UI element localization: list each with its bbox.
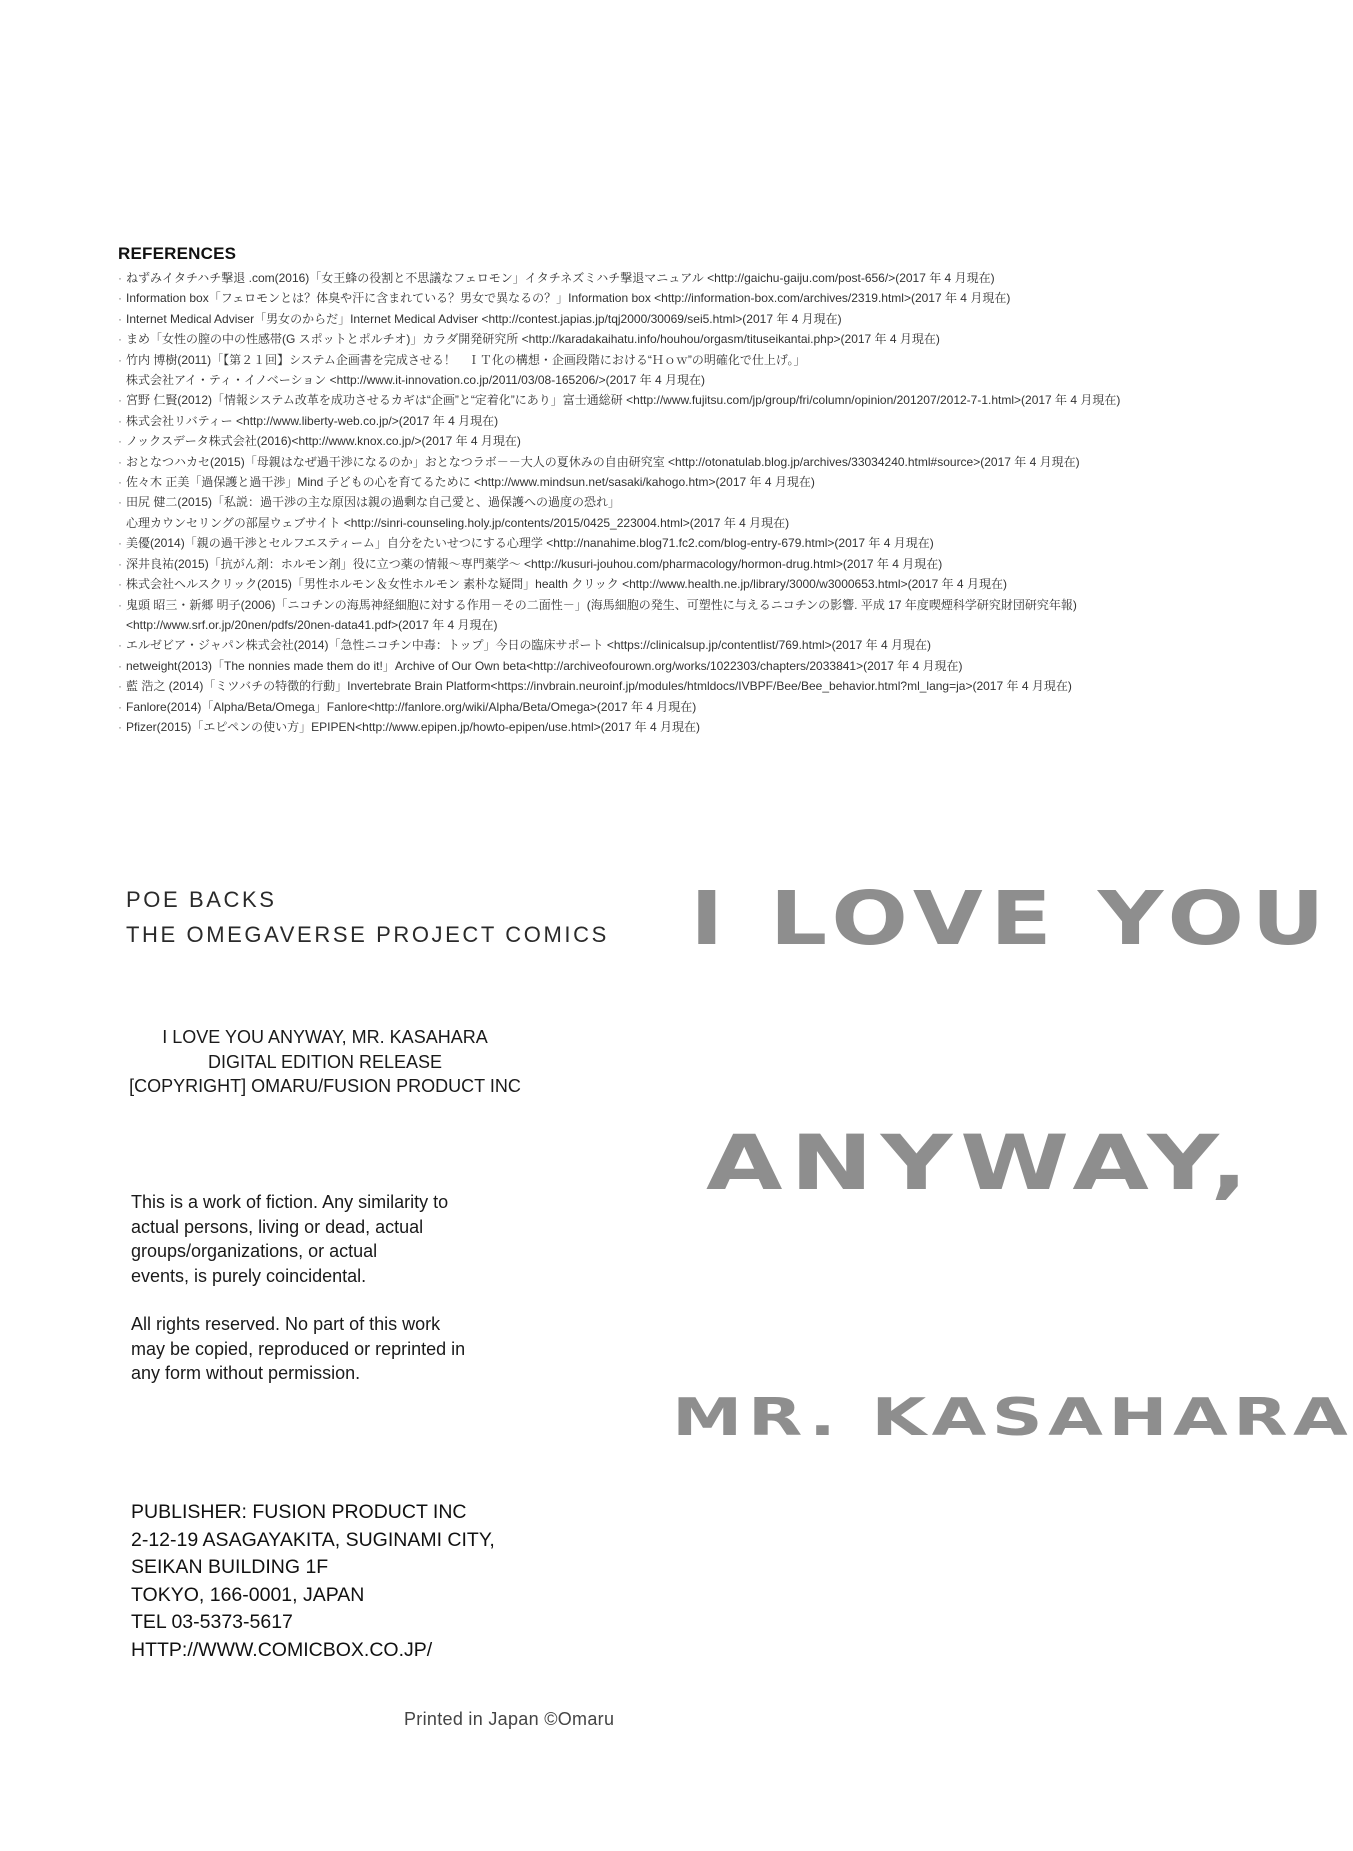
- reference-item: [118, 431, 1228, 451]
- notice-line: All rights reserved. No part of this work: [131, 1314, 441, 1334]
- title-art-line-3: MR. KASAHARA: [672, 1388, 1353, 1448]
- rights-notice: [131, 1312, 511, 1386]
- reference-item: [118, 635, 1228, 655]
- bullet-icon: ·: [118, 536, 122, 551]
- reference-text: netweight(2013)「The nonnies made them do it!」Archive of Our Own beta<http://archiveofourown.org/works/1022303/chapters/2033841>(2017 年 4 月現在): [126, 658, 963, 673]
- reference-text: 藍 浩之 (2014)「ミツバチの特徴的行動」Invertebrate Brain Platform<https://invbrain.neuroinf.jp/modules/htmldocs/IVBPF/Bee/Bee_behavior.html?ml_lang=ja>(2017 年 4 月現在): [126, 679, 1072, 694]
- reference-text: ねずみイタチハチ撃退 .com(2016)「女王蜂の役割と不思議なフェロモン」イタチネズミハチ撃退マニュアル <http://gaichu-gaiju.com/post-656/>(2017 年 4 月現在): [126, 271, 995, 285]
- bullet-icon: ·: [118, 434, 122, 449]
- reference-item: [118, 676, 1228, 696]
- reference-text: 美優(2014)「親の過干渉とセルフエスティーム」自分をたいせつにする心理学 <http://nanahime.blog71.fc2.com/blog-entry-679.html>(2017 年 4 月現在): [126, 536, 934, 551]
- reference-item: [118, 350, 1228, 391]
- reference-continuation: <http://www.srf.or.jp/20nen/pdfs/20nen-data41.pdf>(2017 年 4 月現在): [126, 617, 498, 632]
- bullet-icon: ·: [118, 495, 122, 510]
- bullet-icon: ·: [118, 413, 122, 428]
- bullet-icon: ·: [118, 638, 122, 653]
- notice-line: events, is purely coincidental.: [131, 1265, 367, 1286]
- title-art-line-2: ANYWAY,: [706, 1118, 1256, 1207]
- reference-text: 佐々木 正美「過保護と過干渉」Mind 子どもの心を育てるために <http://www.mindsun.net/sasaki/kahogo.htm>(2017 年 4 月現在): [126, 475, 815, 490]
- reference-item: [118, 472, 1228, 492]
- reference-item: [118, 329, 1228, 349]
- bullet-icon: ·: [118, 679, 122, 694]
- bullet-icon: ·: [118, 699, 122, 714]
- bullet-icon: ·: [118, 271, 122, 285]
- title-art-line-1: I LOVE YOU: [690, 876, 1333, 962]
- edition-copyright: [COPYRIGHT] OMARU/FUSION PRODUCT INC: [129, 1076, 521, 1096]
- notice-line: actual persons, living or dead, actual: [131, 1216, 424, 1237]
- publisher-name: PUBLISHER: FUSION PRODUCT INC: [131, 1501, 467, 1523]
- bullet-icon: ·: [118, 597, 122, 612]
- reference-continuation: 株式会社アイ・ティ・イノベーション <http://www.it-innovation.co.jp/2011/03/08-165206/>(2017 年 4 月現在): [126, 373, 705, 388]
- reference-text: 鬼頭 昭三・新郷 明子(2006)「ニコチンの海馬神経細胞に対する作用－その二面性－」(海馬細胞の発生、可塑性に与えるニコチンの影響. 平成 17 年度喫煙科学研究財団研究年報): [126, 597, 1077, 612]
- reference-text: 宮野 仁賢(2012)「情報システム改革を成功させるカギは“企画”と“定着化”にあり」富士通総研 <http://www.fujitsu.com/jp/group/fri/column/opinion/201207/2012-7-1.html>(2017 年 4 月現在): [126, 393, 1121, 408]
- bullet-icon: ·: [118, 556, 122, 571]
- notice-line: may be copied, reproduced or reprinted in: [131, 1338, 466, 1359]
- reference-item: [118, 492, 1228, 533]
- series-subtitle: THE OMEGAVERSE PROJECT COMICS: [126, 922, 609, 947]
- reference-text: 竹内 博樹(2011)「【第２１回】システム企画書を完成させる！ ＩＴ化の構想・企画段階における“Ｈｏｗ”の明確化で仕上げ。」: [126, 352, 806, 367]
- reference-text: 株式会社リバティー <http://www.liberty-web.co.jp/>(2017 年 4 月現在): [126, 413, 499, 428]
- reference-text: 株式会社ヘルスクリック(2015)「男性ホルモン＆女性ホルモン 素朴な疑問」health クリック <http://www.health.ne.jp/library/3000/w3000653.html>(2017 年 4 月現在): [126, 577, 1007, 592]
- reference-item: [118, 452, 1228, 472]
- fiction-notice: [131, 1190, 511, 1288]
- notice-line: groups/organizations, or actual: [131, 1241, 378, 1261]
- notice-line: This is a work of fiction. Any similarity to: [131, 1192, 449, 1212]
- edition-release: DIGITAL EDITION RELEASE: [207, 1051, 443, 1072]
- reference-text: 田尻 健二(2015)「私説：過干渉の主な原因は親の過剰な自己愛と、過保護への過度の恐れ」: [126, 495, 621, 510]
- bullet-icon: ·: [118, 475, 122, 490]
- reference-item: [118, 717, 1228, 737]
- reference-item: [118, 595, 1228, 636]
- edition-title: I LOVE YOU ANYWAY, MR. KASAHARA: [162, 1027, 488, 1047]
- bullet-icon: ·: [118, 658, 122, 673]
- reference-item: [118, 697, 1228, 717]
- reference-text: Pfizer(2015)「エピペンの使い方」EPIPEN<http://www.epipen.jp/howto-epipen/use.html>(2017 年 4 月現在): [126, 719, 700, 734]
- bullet-icon: ·: [118, 332, 122, 347]
- printed-note: Printed in Japan ©Omaru: [404, 1709, 615, 1729]
- reference-item: [118, 309, 1228, 329]
- series-block: [126, 882, 609, 952]
- reference-item: [118, 390, 1228, 410]
- edition-block: [100, 1025, 550, 1099]
- bullet-icon: ·: [118, 393, 122, 408]
- bullet-icon: ·: [118, 719, 122, 734]
- reference-text: Information box「フェロモンとは？体臭や汗に含まれている？男女で異なるの？」Information box <http://information-box.com/archives/2319.html>(2017 年 4 月現在): [126, 291, 1011, 306]
- bullet-icon: ·: [118, 291, 122, 306]
- references-heading: REFERENCES: [118, 244, 237, 263]
- reference-item: [118, 656, 1228, 676]
- notice-line: any form without permission.: [131, 1363, 361, 1383]
- publisher-phone: TEL 03-5373-5617: [131, 1611, 293, 1633]
- bullet-icon: ·: [118, 577, 122, 592]
- reference-text: 深井良祐(2015)「抗がん剤：ホルモン剤」役に立つ薬の情報～専門薬学～ <http://kusuri-jouhou.com/pharmacology/hormon-drug.html>(2017 年 4 月現在): [126, 556, 943, 571]
- reference-item: [118, 288, 1228, 308]
- reference-text: Fanlore(2014)「Alpha/Beta/Omega」Fanlore<http://fanlore.org/wiki/Alpha/Beta/Omega>(2017 年 4 月現在): [126, 699, 697, 714]
- bullet-icon: ·: [118, 352, 122, 367]
- publisher-address: 2-12-19 ASAGAYAKITA, SUGINAMI CITY,: [131, 1528, 495, 1551]
- reference-text: おとなつハカセ(2015)「母親はなぜ過干渉になるのか」おとなつラボ－－大人の夏休みの自由研究室 <http://otonatulab.blog.jp/archives/33034240.html#source>(2017 年 4 月現在): [126, 454, 1080, 469]
- series-label: POE BACKS: [126, 887, 277, 912]
- publisher-city: TOKYO, 166-0001, JAPAN: [131, 1583, 365, 1606]
- reference-text: Internet Medical Adviser「男女のからだ」Internet Medical Adviser <http://contest.japias.jp/tqj2000/30069/sei5.html>(2017 年 4 月現在): [126, 311, 842, 326]
- reference-text: エルゼビア・ジャパン株式会社(2014)「急性ニコチン中毒：トップ」今日の臨床サポート <https://clinicalsup.jp/contentlist/769.html>(2017 年 4 月現在): [126, 638, 931, 653]
- references-list: [118, 268, 1228, 737]
- reference-text: まめ「女性の膣の中の性感帯(G スポットとポルチオ)」カラダ開発研究所 <http://karadakaihatu.info/houhou/orgasm/tituseikantai.php>(2017 年 4 月現在): [126, 332, 940, 347]
- bullet-icon: ·: [118, 454, 122, 469]
- publisher-website: HTTP://WWW.COMICBOX.CO.JP/: [131, 1638, 433, 1661]
- reference-item: [118, 554, 1228, 574]
- reference-continuation: 心理カウンセリングの部屋ウェブサイト <http://sinri-counseling.holy.jp/contents/2015/0425_223004.html>(2017 年 4 月現在): [126, 515, 790, 530]
- reference-item: [118, 268, 1228, 288]
- reference-item: [118, 411, 1228, 431]
- references-section: [118, 244, 1228, 737]
- publisher-building: SEIKAN BUILDING 1F: [131, 1556, 329, 1578]
- reference-item: [118, 574, 1228, 594]
- reference-text: ノックスデータ株式会社(2016)<http://www.knox.co.jp/>(2017 年 4 月現在): [126, 434, 521, 449]
- reference-item: [118, 533, 1228, 553]
- publisher-info: [131, 1499, 495, 1664]
- bullet-icon: ·: [118, 311, 122, 326]
